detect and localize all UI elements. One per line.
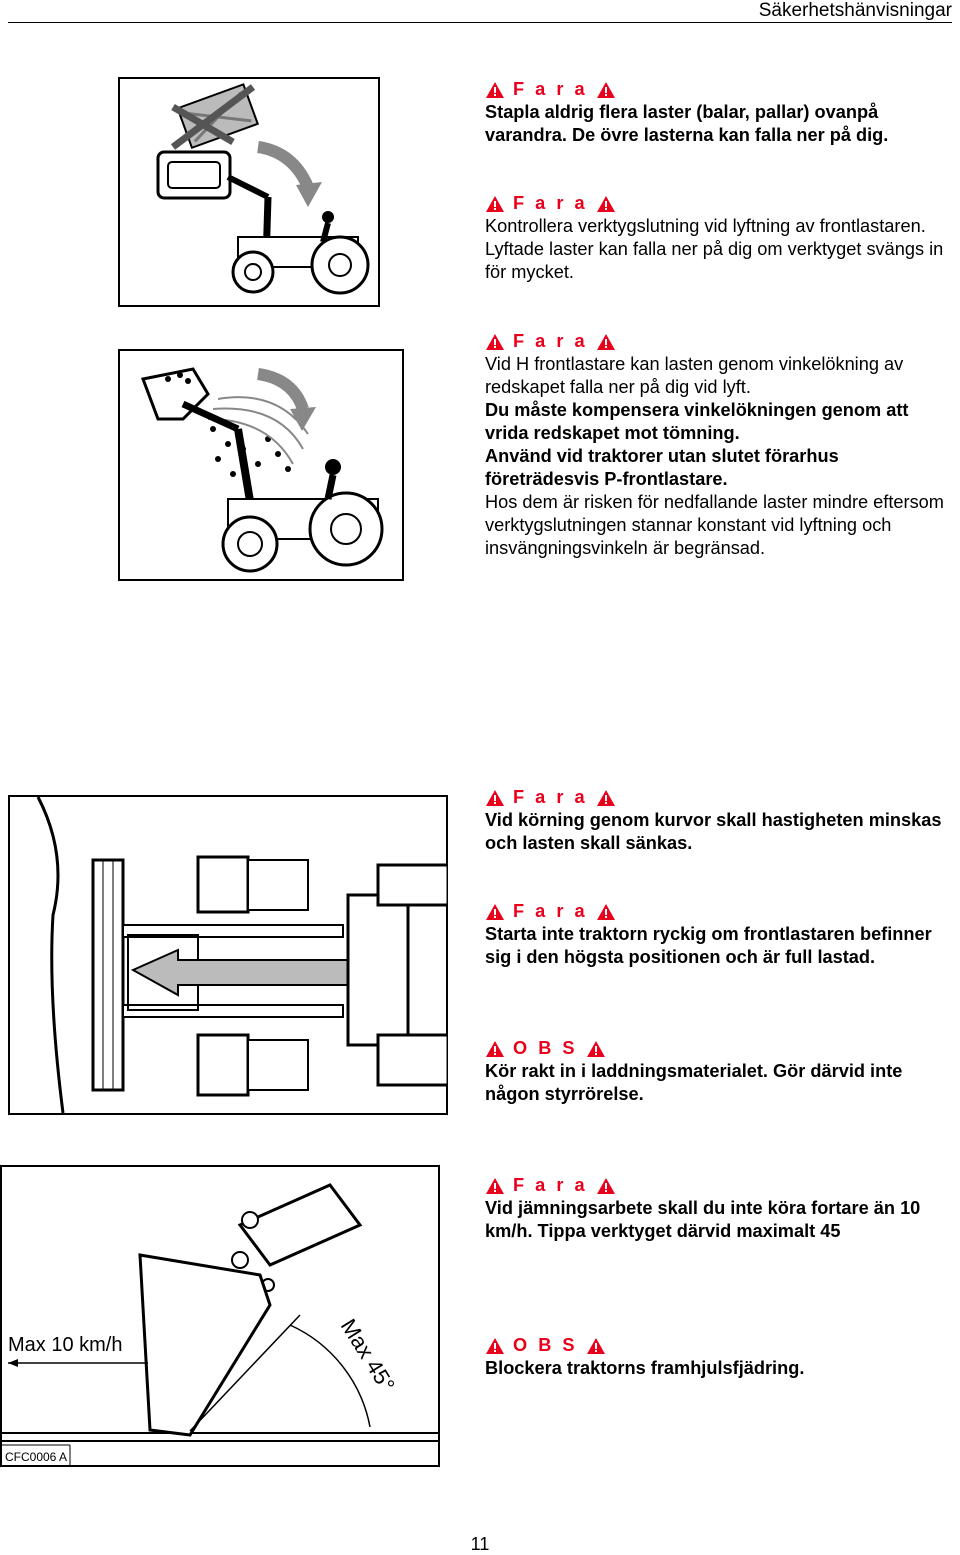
- warning-label: F a r a: [513, 787, 588, 807]
- warning-block-stacking: [485, 78, 955, 147]
- warning-text: Blockera traktorns framhjulsfjädring.: [485, 1358, 805, 1378]
- warning-text: Använd vid traktorer utan slutet förarhus företrädesvis P-frontlastare.: [485, 446, 839, 489]
- warning-triangle-icon: [485, 1040, 505, 1058]
- figure-top-view-tractor: [8, 795, 448, 1115]
- warning-text: Lyftade laster kan falla ner på dig om verktyget svängs in för mycket.: [485, 239, 944, 282]
- figure-code-label: CFC0006 A: [5, 1450, 68, 1464]
- page-header-title: Säkerhetshänvisningar: [758, 0, 952, 21]
- speed-limit-label: Max 10 km/h: [8, 1334, 123, 1356]
- warning-text: Vid körning genom kurvor skall hastigheten minskas och lasten skall sänkas.: [485, 810, 942, 853]
- warning-label: F a r a: [513, 1175, 588, 1195]
- page-number: 11: [470, 1534, 490, 1554]
- warning-label: O B S: [513, 1335, 578, 1355]
- warning-triangle-icon: [485, 81, 505, 99]
- warning-triangle-icon: [596, 195, 616, 213]
- warning-triangle-icon: [485, 1177, 505, 1195]
- warning-triangle-icon: [596, 789, 616, 807]
- warning-text: Hos dem är risken för nedfallande laster mindre eftersom verktygslutningen stannar konstant vid lyftning och insvängningsvinkeln är begränsad.: [485, 492, 944, 558]
- warning-triangle-icon: [485, 333, 505, 351]
- warning-block-start: [485, 900, 955, 969]
- figure-leveling-bucket: [0, 1165, 440, 1467]
- warning-heading: [485, 1037, 955, 1060]
- warning-text: Vid H frontlastare kan lasten genom vinkelökning av redskapet falla ner på dig vid lyft.: [485, 354, 904, 397]
- warning-block-curves: [485, 786, 955, 855]
- warning-block-h-loader: [485, 330, 955, 560]
- warning-block-leveling: [485, 1174, 955, 1243]
- warning-text: Kör rakt in i laddningsmaterialet. Gör därvid inte någon styrrörelse.: [485, 1061, 903, 1104]
- warning-triangle-icon: [586, 1040, 606, 1058]
- warning-text: Stapla aldrig flera laster (balar, pallar) ovanpå varandra. De övre lasterna kan falla ner på dig.: [485, 102, 889, 145]
- warning-heading: [485, 1334, 955, 1357]
- warning-label: F a r a: [513, 331, 588, 351]
- warning-text: Du måste kompensera vinkelökningen genom att vrida redskapet mot tömning.: [485, 400, 909, 443]
- warning-label: F a r a: [513, 901, 588, 921]
- warning-block-tool-closing: [485, 192, 955, 284]
- warning-label: F a r a: [513, 79, 588, 99]
- warning-triangle-icon: [485, 1337, 505, 1355]
- header-divider: [8, 22, 952, 23]
- figure-stacked-loads-tractor: [118, 77, 380, 307]
- warning-heading: [485, 78, 955, 101]
- warning-triangle-icon: [596, 333, 616, 351]
- warning-heading: [485, 330, 955, 353]
- warning-triangle-icon: [485, 903, 505, 921]
- warning-triangle-icon: [485, 789, 505, 807]
- warning-triangle-icon: [596, 1177, 616, 1195]
- max-angle-label: Max 45°: [335, 1314, 400, 1397]
- warning-triangle-icon: [586, 1337, 606, 1355]
- warning-triangle-icon: [596, 81, 616, 99]
- warning-label: F a r a: [513, 193, 588, 213]
- figure-bucket-angle-tractor: [118, 349, 404, 581]
- warning-heading: [485, 1174, 955, 1197]
- warning-text: Kontrollera verktygslutning vid lyftning av frontlastaren.: [485, 216, 926, 236]
- warning-triangle-icon: [596, 903, 616, 921]
- notice-block-drive-straight: [485, 1037, 955, 1106]
- warning-label: O B S: [513, 1038, 578, 1058]
- warning-heading: [485, 900, 955, 923]
- warning-text: Starta inte traktorn ryckig om frontlastaren befinner sig i den högsta positionen och är full lastad.: [485, 924, 932, 967]
- notice-block-suspension: [485, 1334, 955, 1380]
- warning-heading: [485, 786, 955, 809]
- warning-triangle-icon: [485, 195, 505, 213]
- warning-heading: [485, 192, 955, 215]
- warning-text: Vid jämningsarbete skall du inte köra fortare än 10 km/h. Tippa verktyget därvid maximalt 45: [485, 1198, 921, 1241]
